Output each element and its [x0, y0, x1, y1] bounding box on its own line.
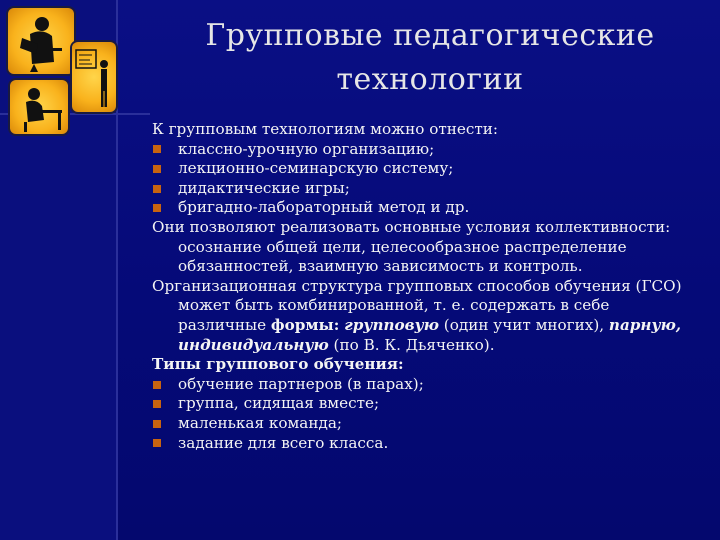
form-individual: индивидуальную	[178, 335, 329, 354]
form-group: групповую	[344, 315, 439, 334]
list-item	[152, 179, 700, 199]
list-item-text: обучение партнеров (в парах);	[178, 374, 424, 393]
list-item-text: лекционно-семинарскую систему;	[178, 159, 454, 178]
title-line-1: Групповые педагогические	[205, 18, 655, 53]
list-item-text: бригадно-лабораторный метод и др.	[178, 198, 470, 217]
list-item-text: маленькая команда;	[178, 413, 342, 432]
square-bullet-icon	[153, 439, 161, 447]
list-item	[152, 394, 700, 414]
vertical-rule	[116, 0, 118, 540]
forms-label: формы:	[270, 315, 340, 334]
square-bullet-icon	[153, 400, 161, 408]
list-item	[152, 414, 700, 434]
slide-title	[150, 14, 710, 102]
types-heading: Типы группового обучения:	[152, 355, 404, 374]
collectivity-paragraph: Они позволяют реализовать основные условия коллективности: осознание общей цели, целесообразное распределение обязанностей, взаимную зависимость и контроль.	[152, 217, 671, 276]
list-item-text: дидактические игры;	[178, 178, 350, 197]
list-item-text: классно-урочную организацию;	[178, 139, 435, 158]
square-bullet-icon	[153, 145, 161, 153]
slide-body	[152, 120, 700, 453]
form-group-note: (один учит многих),	[443, 315, 605, 334]
square-bullet-icon	[153, 381, 161, 389]
structure-lead: Организационная структура групповых способов обучения (ГСО) может быть комбинированной, т. е. содержать в себе различные	[152, 276, 682, 334]
reader-silhouette-picture	[8, 8, 74, 74]
teacher-at-board-picture	[72, 42, 116, 112]
list-item	[152, 140, 700, 160]
square-bullet-icon	[153, 420, 161, 428]
title-line-2: технологии	[336, 62, 524, 97]
source-note: (по В. К. Дьяченко).	[333, 335, 495, 354]
intro-text: К групповым технологиям можно отнести:	[152, 120, 499, 138]
list-item	[152, 198, 700, 218]
form-pair: парную,	[608, 315, 682, 334]
list-item	[152, 159, 700, 179]
list-item-text: задание для всего класса.	[178, 433, 389, 452]
list-item-text: группа, сидящая вместе;	[178, 394, 380, 413]
square-bullet-icon	[153, 165, 161, 173]
list-item	[152, 434, 700, 454]
square-bullet-icon	[153, 185, 161, 193]
structure-paragraph	[152, 277, 700, 355]
list-item	[152, 375, 700, 395]
square-bullet-icon	[153, 204, 161, 212]
pupil-at-desk-picture	[10, 80, 68, 134]
